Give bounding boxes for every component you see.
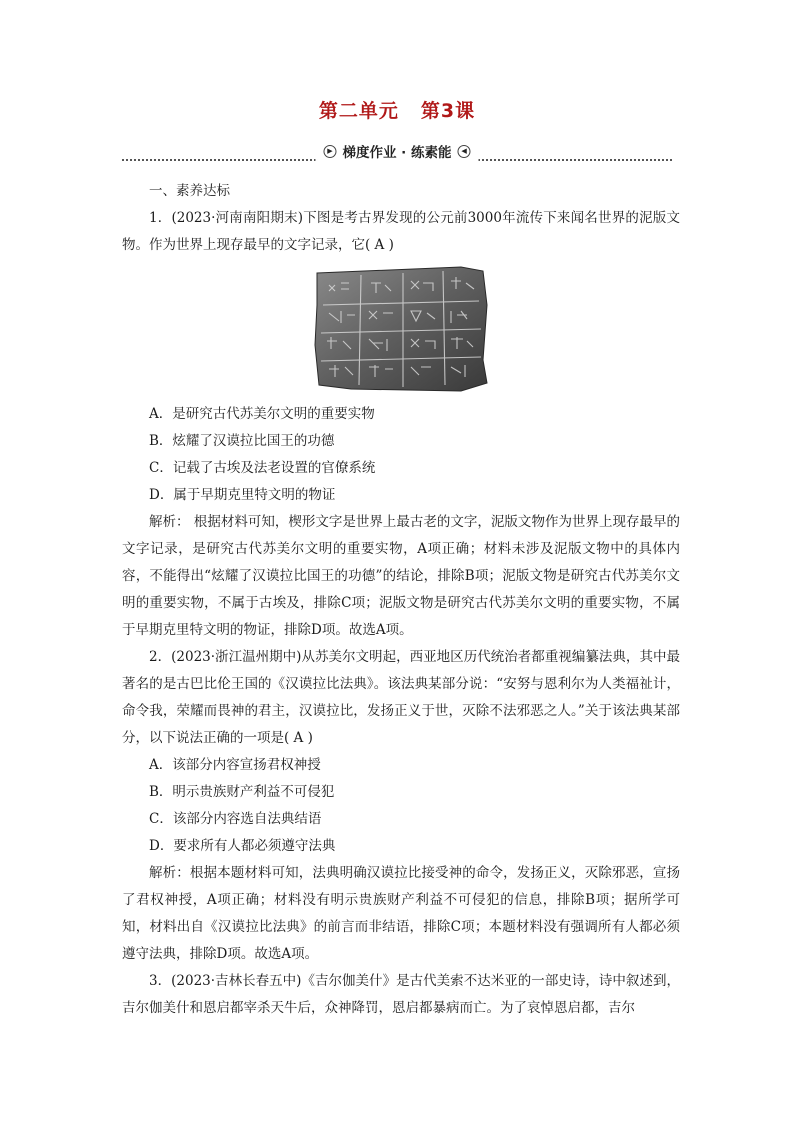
section-banner [122, 140, 672, 164]
unit-title: 第二单元 [318, 100, 399, 122]
question-2-stem: 2．(2023·浙江温州期中)从苏美尔文明起，西亚地区历代统治者都重视编纂法典，其中最著名的是古巴比伦王国的《汉谟拉比法典》。该法典某部分说：“安努与恩利尔为人类福祉计，命令我，荣耀而畏神的君主，汉谟拉比，发扬正义于世，灭除不法邪恶之人。”关于该法典某部分，以下说法正确的一项是( A ) [122, 649, 680, 746]
page-title [0, 96, 794, 123]
section-title: 一、素养达标 [149, 183, 230, 199]
question-1-option-a: A．是研究古代苏美尔文明的重要实物 [149, 406, 375, 422]
document-body [122, 178, 680, 1022]
clay-tablet-image [311, 265, 491, 395]
question-2-option-b: B．明示贵族财产利益不可侵犯 [149, 784, 335, 800]
banner-label-group [315, 141, 478, 161]
question-2-analysis: 解析：根据本题材料可知，法典明确汉谟拉比接受神的命令，发扬正义，灭除邪恶，宣扬了君权神授，A项正确；材料没有明示贵族财产利益不可侵犯的信息，排除B项；据所学可知，材料出自《汉谟拉比法典》的前言而非结语，排除C项；本题材料没有强调所有人都必须遵守法典，排除D项。故选A项。 [122, 865, 680, 962]
question-1-analysis: 解析： 根据材料可知，楔形文字是世界上最古老的文字，泥版文物作为世界上现存最早的文字记录，是研究古代苏美尔文明的重要实物，A项正确；材料未涉及泥版文物中的具体内容，不能得出“炫耀了汉谟拉比国王的功德”的结论，排除B项；泥版文物是研究古代苏美尔文明的重要实物，不属于古埃及，排除C项；泥版文物是研究古代苏美尔文明的重要实物，不属于早期克里特文明的物证，排除D项。故选A项。 [122, 514, 680, 638]
question-3-stem: 3．(2023·吉林长春五中)《吉尔伽美什》是古代美索不达米亚的一部史诗，诗中叙述到，吉尔伽美什和恩启都宰杀天牛后，众神降罚，恩启都暴病而亡。为了哀悼恩启都，吉尔 [122, 973, 680, 1016]
question-1-stem: 1．(2023·河南南阳期末)下图是考古界发现的公元前3000年流传下来闻名世界的泥版文物。作为世界上现存最早的文字记录，它( A ) [122, 210, 680, 253]
question-2-option-c: C．该部分内容选自法典结语 [149, 811, 322, 827]
question-1-option-b: B．炫耀了汉谟拉比国王的功德 [149, 433, 335, 449]
question-1-option-c: C．记载了古埃及法老设置的官僚系统 [149, 460, 376, 476]
question-2-option-d: D．要求所有人都必须遵守法典 [149, 838, 336, 854]
lesson-title: 第3课 [420, 100, 476, 122]
question-1-figure [122, 265, 680, 395]
question-1-option-d: D．属于早期克里特文明的物证 [149, 487, 336, 503]
question-2-option-a: A．该部分内容宣扬君权神授 [149, 757, 321, 773]
play-right-icon: ▶ [323, 145, 336, 158]
play-left-icon: ◀ [458, 145, 471, 158]
banner-label: 梯度作业 · 练素能 [342, 145, 452, 161]
